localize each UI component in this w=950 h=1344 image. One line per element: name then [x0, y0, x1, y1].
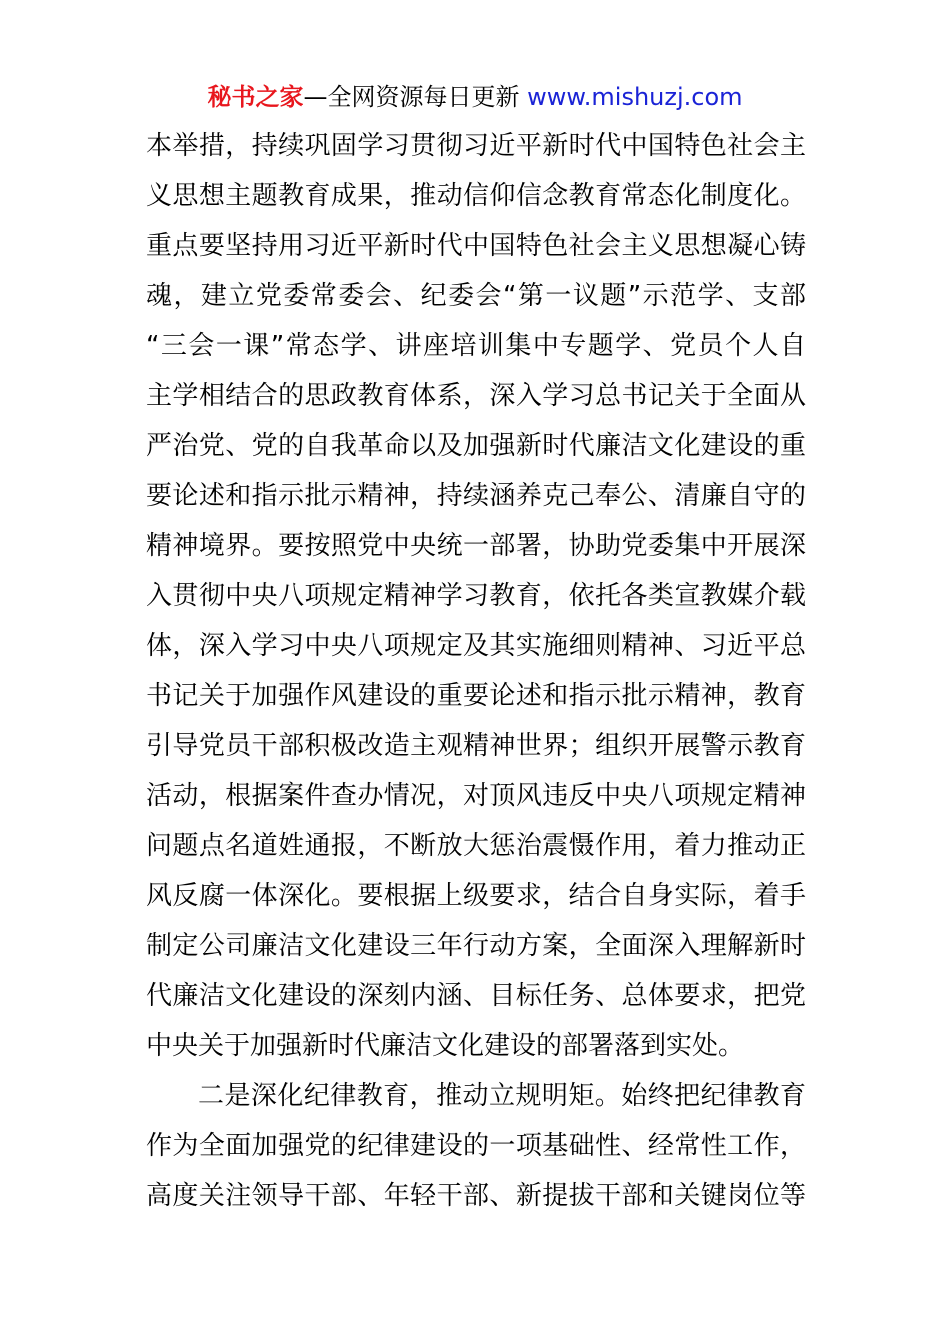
- body-line: 本举措，持续巩固学习贯彻习近平新时代中国特色社会主: [146, 131, 806, 161]
- body-line: 制定公司廉洁文化建设三年行动方案，全面深入理解新时: [146, 931, 806, 961]
- body-line: 精神境界。要按照党中央统一部署，协助党委集中开展深: [146, 531, 806, 561]
- body-line: 作为全面加强党的纪律建设的一项基础性、经常性工作，: [146, 1131, 806, 1161]
- body-line: 严治党、党的自我革命以及加强新时代廉洁文化建设的重: [146, 431, 806, 461]
- body-line: 要论述和指示批示精神，持续涵养克己奉公、清廉自守的: [146, 481, 806, 511]
- body-line: 义思想主题教育成果，推动信仰信念教育常态化制度化。: [146, 181, 806, 211]
- body-line: 主学相结合的思政教育体系，深入学习总书记关于全面从: [146, 381, 806, 411]
- body-line: 魂，建立党委常委会、纪委会“第一议题”示范学、支部: [146, 281, 806, 311]
- body-line: 风反腐一体深化。要根据上级要求，结合自身实际，着手: [146, 881, 806, 911]
- site-url-link[interactable]: www.mishuzj.com: [527, 83, 743, 111]
- body-line: 活动，根据案件查办情况，对顶风违反中央八项规定精神: [146, 781, 806, 811]
- site-brand: 秘书之家: [207, 83, 304, 111]
- body-line: 高度关注领导干部、年轻干部、新提拔干部和关键岗位等: [146, 1181, 806, 1211]
- site-tagline: —全网资源每日更新: [303, 83, 520, 111]
- body-line: 二是深化纪律教育，推动立规明矩。始终把纪律教育: [198, 1081, 806, 1111]
- body-line: 中央关于加强新时代廉洁文化建设的部署落到实处。: [146, 1031, 745, 1061]
- site-header: [0, 82, 950, 112]
- body-line: 重点要坚持用习近平新时代中国特色社会主义思想凝心铸: [146, 231, 806, 261]
- body-line: 代廉洁文化建设的深刻内涵、目标任务、总体要求，把党: [146, 981, 806, 1011]
- body-line: “三会一课”常态学、讲座培训集中专题学、党员个人自: [146, 331, 806, 361]
- body-line: 引导党员干部积极改造主观精神世界；组织开展警示教育: [146, 731, 806, 761]
- body-line: 问题点名道姓通报，不断放大惩治震慑作用，着力推动正: [146, 831, 806, 861]
- body-line: 入贯彻中央八项规定精神学习教育，依托各类宣教媒介载: [146, 581, 806, 611]
- document-body: [146, 121, 806, 1221]
- body-line: 书记关于加强作风建设的重要论述和指示批示精神，教育: [146, 681, 806, 711]
- body-line: 体，深入学习中央八项规定及其实施细则精神、习近平总: [146, 631, 806, 661]
